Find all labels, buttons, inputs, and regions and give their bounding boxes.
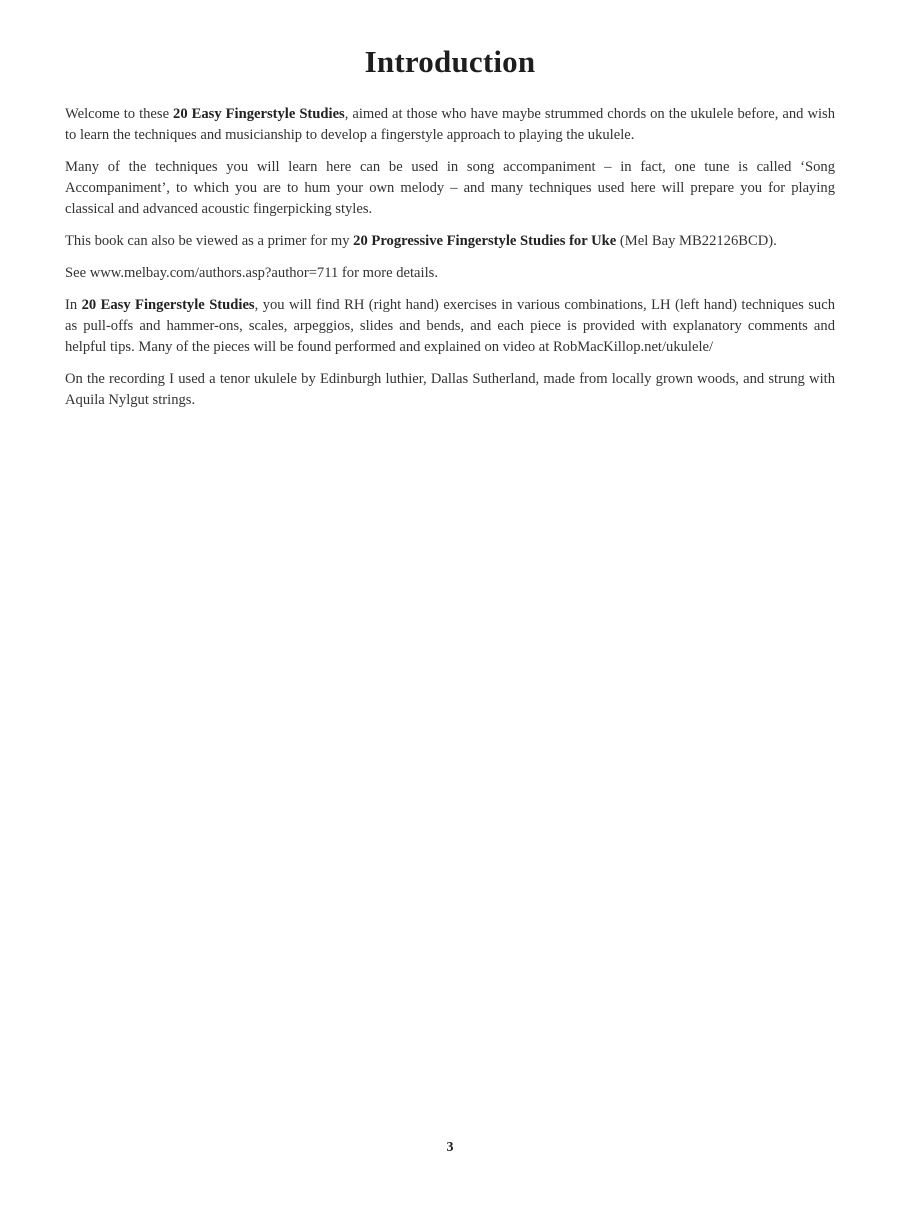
paragraph-primer	[65, 231, 835, 252]
paragraph-techniques	[65, 157, 835, 220]
paragraph-recording	[65, 369, 835, 411]
paragraph-contents	[65, 295, 835, 358]
paragraph-text: (Mel Bay MB22126BCD).	[616, 233, 777, 249]
paragraph-text: Many of the techniques you will learn here can be used in song accompaniment – in fact, one tune is called ‘Song Accompaniment’, to which you are to hum your own melody – and many techniques used here will prepare you for playing classical and advanced acoustic fingerpicking styles.	[65, 159, 835, 217]
paragraph-text: On the recording I used a tenor ukulele by Edinburgh luthier, Dallas Sutherland, made from locally grown woods, and strung with Aquila Nylgut strings.	[65, 371, 835, 408]
book-title-bold: 20 Easy Fingerstyle Studies	[173, 106, 345, 122]
paragraph-text: This book can also be viewed as a primer for my	[65, 233, 354, 249]
introduction-body	[65, 104, 835, 422]
paragraph-text: See www.melbay.com/authors.asp?author=711 for more details.	[65, 265, 438, 281]
page-title: Introduction	[364, 44, 536, 79]
paragraph-text: , aimed at those who have maybe strummed chords on the ukulele before, and wish to learn the techniques and musicianship to develop a fingerstyle approach to playing the ukulele.	[65, 106, 836, 143]
paragraph-text: Welcome to these	[65, 106, 174, 122]
paragraph-see-more	[65, 263, 835, 284]
paragraph-text: In	[65, 297, 82, 313]
book-title-bold: 20 Progressive Fingerstyle Studies for Uke	[353, 233, 617, 249]
paragraph-welcome	[65, 104, 835, 146]
page-number: 3	[446, 1140, 454, 1155]
book-title-bold: 20 Easy Fingerstyle Studies	[81, 297, 255, 313]
paragraph-text: , you will find RH (right hand) exercises in various combinations, LH (left hand) techniques such as pull-offs and hammer-ons, scales, arpeggios, slides and bends, and each piece is provided with explanatory comments and helpful tips. Many of the pieces will be found performed and explained on video at RobMacKillop.net/ukulele/	[65, 297, 836, 355]
